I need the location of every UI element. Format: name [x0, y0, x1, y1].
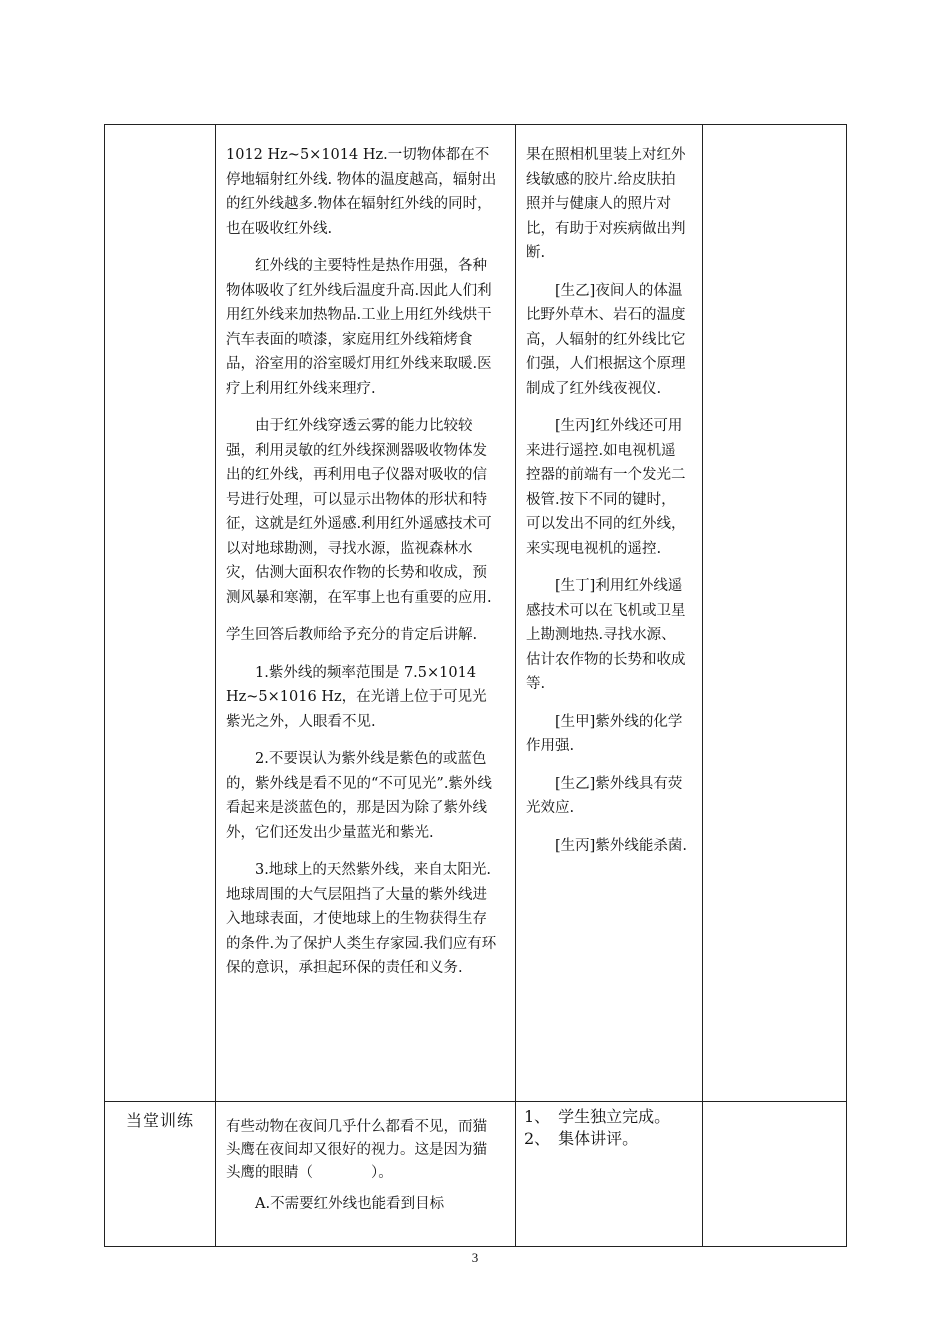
student-answer: [生丙]红外线还可用来进行遥控.如电视机遥控器的前端有一个发光二极管.按下不同的键时，可以发出不同的红外线，来实现电视机的遥控.	[526, 418, 686, 557]
table-row	[105, 1102, 847, 1247]
notes-cell-empty	[703, 125, 847, 1102]
student-answer: 果在照相机里装上对红外线敏感的胶片.给皮肤拍照并与健康人的照片对比，有助于对疾病做出判断.	[526, 147, 686, 261]
exercise-option-a: A.不需要红外线也能看到目标	[255, 1196, 445, 1212]
paragraph-teacher-note: 学生回答后教师给予充分的肯定后讲解.	[226, 627, 478, 643]
paragraph-infrared-heat: 红外线的主要特性是热作用强，各种物体吸收了红外线后温度升高.因此人们利用红外线来加热物品.工业上用红外线烘干汽车表面的喷漆，家庭用红外线箱烤食品，浴室用的浴室暖灯用红外线来取暖.医疗上利用红外线来理疗.	[226, 258, 492, 397]
exercise-step: 2、 集体讲评。	[524, 1129, 639, 1148]
table-row	[105, 125, 847, 1102]
exercise-question: 有些动物在夜间几乎什么都看不见，而猫头鹰在夜间却又很好的视力。这是因为猫头鹰的眼睛（ ）。	[226, 1119, 487, 1181]
exercise-step: 1、 学生独立完成。	[524, 1107, 671, 1126]
student-answer: [生乙]夜间人的体温比野外草木、岩石的温度高，人辐射的红外线比它们强，人们根据这个原理制成了红外线夜视仪.	[526, 282, 686, 397]
paragraph-infrared-range: 1012 Hz~5×1014 Hz.一切物体都在不停地辐射红外线. 物体的温度越高，辐射出的红外线越多.物体在辐射红外线的同时，也在吸收红外线.	[226, 147, 497, 237]
exercise-steps-cell	[516, 1102, 703, 1247]
page-number: 3	[471, 1250, 479, 1265]
paragraph-uv-invisible: 2.不要误认为紫外线是紫色的或蓝色的，紫外线是看不见的“不可见光”.紫外线看起来是淡蓝色的，那是因为除了紫外线外，它们还发出少量蓝光和紫光.	[226, 751, 492, 841]
paragraph-uv-range: 1.紫外线的频率范围是 7.5×1014 Hz~5×1016 Hz，在光谱上位于可见光紫光之外，人眼看不见.	[226, 664, 487, 730]
teacher-activity-cell	[216, 125, 516, 1102]
lesson-plan-table	[104, 124, 847, 1247]
student-answer: [生丙]紫外线能杀菌.	[555, 837, 687, 854]
student-answer: [生甲]紫外线的化学作用强.	[526, 713, 683, 754]
exercise-cell	[216, 1102, 516, 1247]
label-cell-empty	[105, 125, 216, 1102]
student-activity-cell	[516, 125, 703, 1102]
section-label: 当堂训练	[105, 1102, 216, 1247]
notes-cell-empty	[703, 1102, 847, 1247]
student-answer: [生丁]利用红外线遥感技术可以在飞机或卫星上勘测地热.寻找水源、估计农作物的长势和收成等.	[526, 578, 686, 692]
student-answer: [生乙]紫外线具有荧光效应.	[526, 775, 683, 816]
paragraph-uv-natural: 3.地球上的天然紫外线，来自太阳光.地球周围的大气层阻挡了大量的紫外线进入地球表面，才使地球上的生物获得生存的条件.为了保护人类生存家园.我们应有环保的意识，承担起环保的责任和义务.	[226, 862, 497, 976]
paragraph-remote-sensing: 由于红外线穿透云雾的能力比较较强，利用灵敏的红外线探测器吸收物体发出的红外线，再利用电子仪器对吸收的信号进行处理，可以显示出物体的形状和特征，这就是红外遥感.利用红外遥感技术可以对地球勘测，寻找水源，监视森林水灾，估测大面积农作物的长势和收成，预测风暴和寒潮，在军事上也有重要的应用.	[226, 418, 492, 606]
